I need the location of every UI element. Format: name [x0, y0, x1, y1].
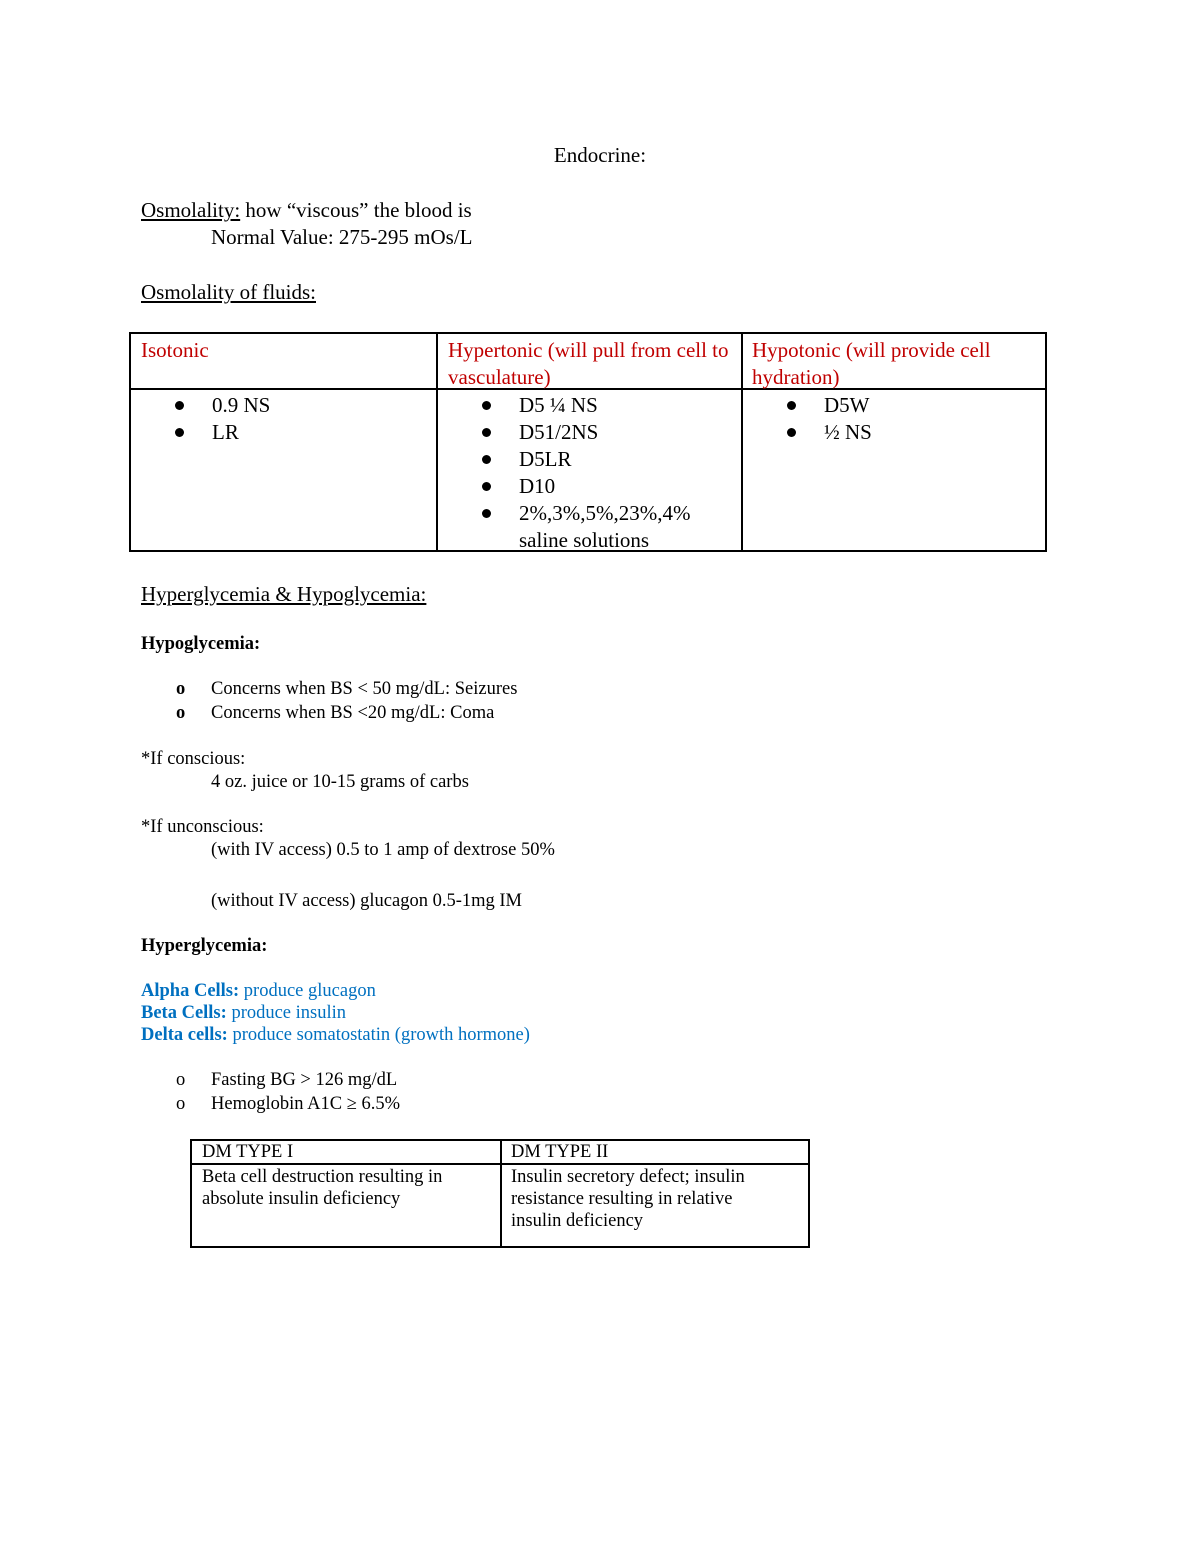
alpha-cells-term: Alpha Cells:	[141, 981, 240, 1001]
fluids-heading: Osmolality of fluids:	[141, 280, 316, 304]
o-bullet-icon: o	[176, 703, 186, 723]
bullet-icon	[482, 482, 491, 491]
alpha-cells-line	[141, 981, 376, 1002]
osmolality-term: Osmolality:	[141, 198, 241, 222]
list-item: D5W	[743, 392, 1043, 419]
hypoglycemia-heading: Hypoglycemia:	[141, 634, 261, 654]
list-item: D10	[438, 473, 738, 500]
bullet-icon	[482, 509, 491, 518]
list-item: D5LR	[438, 446, 738, 473]
dm-type2-desc: Insulin secretory defect; insulin resistance resulting in relative insulin deficiency	[511, 1167, 745, 1231]
alpha-cells-desc: produce glucagon	[239, 981, 376, 1001]
list-item: LR	[131, 419, 431, 446]
list-item: D5 ¼ NS	[438, 392, 738, 419]
beta-cells-line	[141, 1003, 346, 1024]
beta-cells-term: Beta Cells:	[141, 1003, 227, 1023]
o-bullet-icon: o	[176, 1094, 186, 1114]
dm-type1-header: DM TYPE I	[202, 1142, 294, 1162]
hyperglycemia-heading: Hyperglycemia:	[141, 936, 268, 956]
a1c-criterion: Hemoglobin A1C ≥ 6.5%	[211, 1094, 400, 1114]
dm-type1-desc: Beta cell destruction resulting in absolute insulin deficiency	[202, 1167, 443, 1209]
fluids-table	[129, 332, 1047, 552]
unconscious-label: *If unconscious:	[141, 817, 264, 837]
fasting-bg-criterion: Fasting BG > 126 mg/dL	[211, 1070, 398, 1090]
dm-type2-header: DM TYPE II	[511, 1142, 609, 1162]
delta-cells-desc: produce somatostatin (growth hormone)	[227, 1025, 530, 1045]
list-item: 0.9 NS	[131, 392, 431, 419]
o-bullet-icon: o	[176, 679, 186, 699]
o-bullet-icon: o	[176, 1070, 186, 1090]
unconscious-iv-treatment: (with IV access) 0.5 to 1 amp of dextrose 50%	[211, 840, 555, 860]
list-item: D51/2NS	[438, 419, 738, 446]
osmolality-definition	[141, 198, 472, 223]
bullet-icon	[787, 428, 796, 437]
list-item: 2%,3%,5%,23%,4% saline solutions	[438, 500, 729, 554]
bullet-icon	[482, 401, 491, 410]
isotonic-list	[131, 392, 431, 446]
beta-cells-desc: produce insulin	[226, 1003, 347, 1023]
hypotonic-list	[743, 392, 1043, 446]
bullet-icon	[482, 455, 491, 464]
osmolality-normal-value: Normal Value: 275-295 mOs/L	[211, 225, 473, 249]
list-item: ½ NS	[743, 419, 1043, 446]
hypertonic-list	[438, 392, 738, 554]
conscious-treatment: 4 oz. juice or 10-15 grams of carbs	[211, 772, 469, 792]
table-divider	[500, 1141, 502, 1246]
bullet-icon	[482, 428, 491, 437]
table-divider	[192, 1163, 808, 1165]
delta-cells-line	[141, 1025, 530, 1046]
hypertonic-header: Hypertonic (will pull from cell to vasculature)	[448, 338, 729, 389]
bullet-icon	[787, 401, 796, 410]
concern-seizures: Concerns when BS < 50 mg/dL: Seizures	[211, 679, 518, 699]
dm-table	[190, 1139, 810, 1248]
conscious-label: *If conscious:	[141, 749, 246, 769]
unconscious-no-iv-treatment: (without IV access) glucagon 0.5-1mg IM	[211, 891, 523, 911]
hypotonic-header: Hypotonic (will provide cell hydration)	[752, 338, 991, 389]
bullet-icon	[175, 401, 184, 410]
isotonic-header: Isotonic	[141, 338, 209, 362]
page-title: Endocrine:	[553, 143, 647, 167]
osmolality-desc: how “viscous” the blood is	[240, 198, 472, 222]
bullet-icon	[175, 428, 184, 437]
concern-coma: Concerns when BS <20 mg/dL: Coma	[211, 703, 495, 723]
delta-cells-term: Delta cells:	[141, 1025, 228, 1045]
glycemia-heading: Hyperglycemia & Hypoglycemia:	[141, 582, 427, 606]
